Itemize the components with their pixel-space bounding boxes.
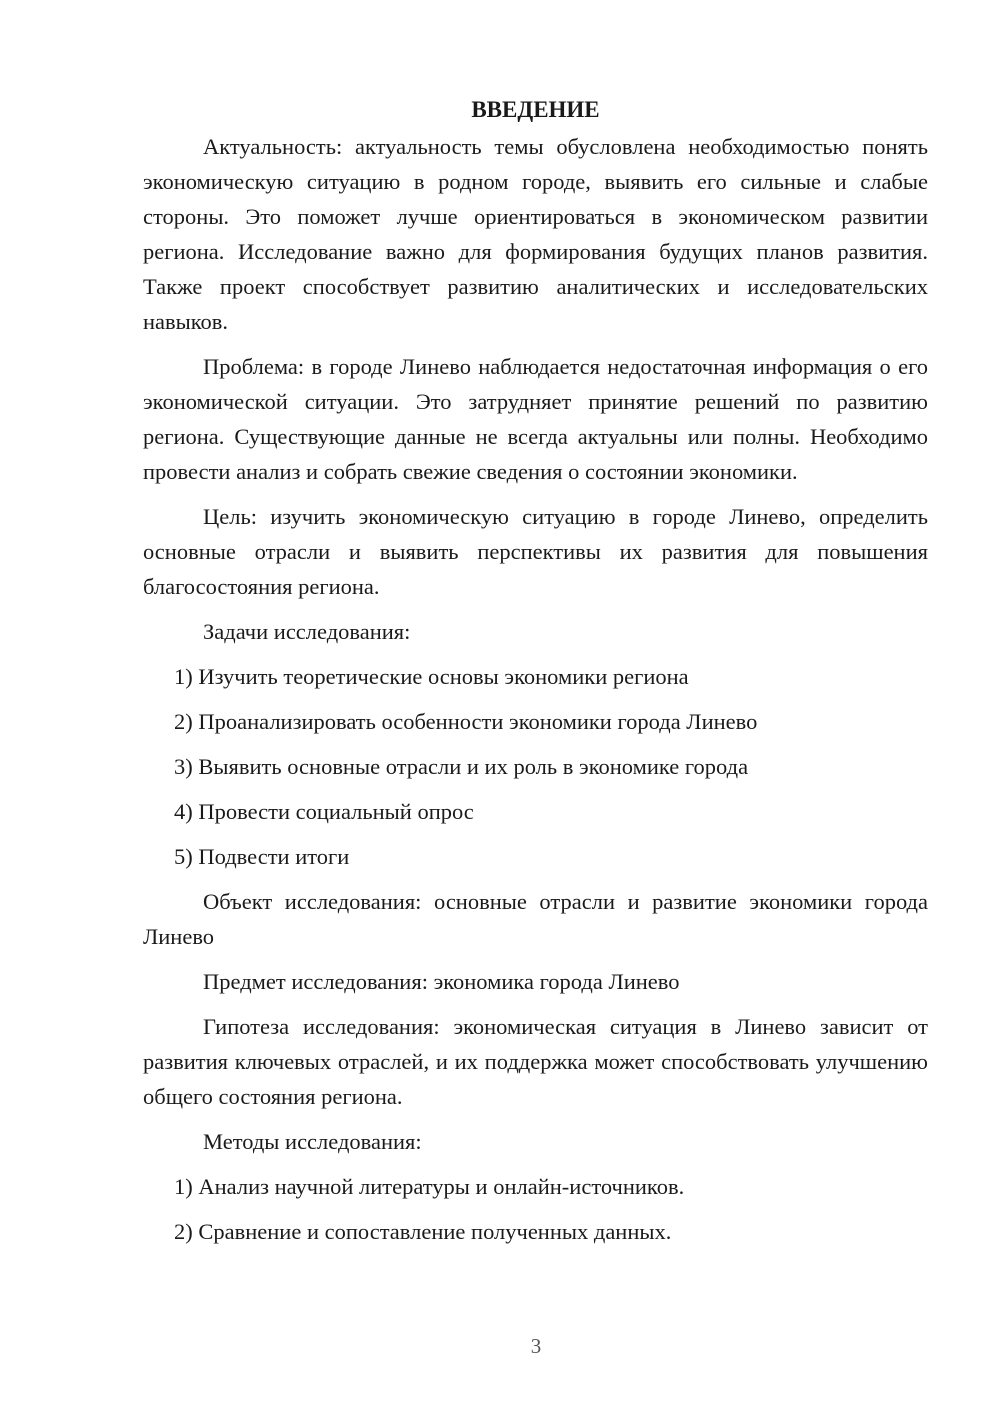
goal-paragraph: Цель: изучить экономическую ситуацию в городе Линево, определить основные отрасли и выявить перспективы их развития для повышения благосостояния региона. xyxy=(143,504,928,599)
task-item-4: 4) Провести социальный опрос xyxy=(174,799,474,824)
relevance-paragraph: Актуальность: актуальность темы обусловлена необходимостью понять экономическую ситуацию в родном городе, выявить его сильные и слабые стороны. Это поможет лучше ориентироваться в экономическом развитии региона. Исследование важно для формирования будущих планов развития. Также проект способствует развитию аналитических и исследовательских навыков. xyxy=(143,134,928,334)
task-item-1: 1) Изучить теоретические основы экономики региона xyxy=(174,664,689,689)
task-item-5: 5) Подвести итоги xyxy=(174,844,350,869)
methods-list xyxy=(143,1169,928,1249)
subject-paragraph: Предмет исследования: экономика города Линево xyxy=(203,969,680,994)
tasks-list xyxy=(143,659,928,874)
tasks-heading: Задачи исследования: xyxy=(203,619,411,644)
methods-heading: Методы исследования: xyxy=(203,1129,422,1154)
task-item-2: 2) Проанализировать особенности экономики города Линево xyxy=(174,709,758,734)
task-item-3: 3) Выявить основные отрасли и их роль в экономике города xyxy=(174,754,749,779)
method-item-1: 1) Анализ научной литературы и онлайн-источников. xyxy=(174,1174,685,1199)
page-number: 3 xyxy=(530,1334,542,1358)
object-paragraph: Объект исследования: основные отрасли и развитие экономики города Линево xyxy=(143,889,928,949)
page-content xyxy=(143,92,928,1259)
method-item-2: 2) Сравнение и сопоставление полученных данных. xyxy=(174,1219,672,1244)
problem-paragraph: Проблема: в городе Линево наблюдается недостаточная информация о его экономической ситуации. Это затрудняет принятие решений по развитию региона. Существующие данные не всегда актуальны или полны. Необходимо провести анализ и собрать свежие сведения о состоянии экономики. xyxy=(143,354,928,484)
hypothesis-paragraph: Гипотеза исследования: экономическая ситуация в Линево зависит от развития ключевых отраслей, и их поддержка может способствовать улучшению общего состояния региона. xyxy=(143,1014,928,1109)
section-title: ВВЕДЕНИЕ xyxy=(471,97,600,122)
